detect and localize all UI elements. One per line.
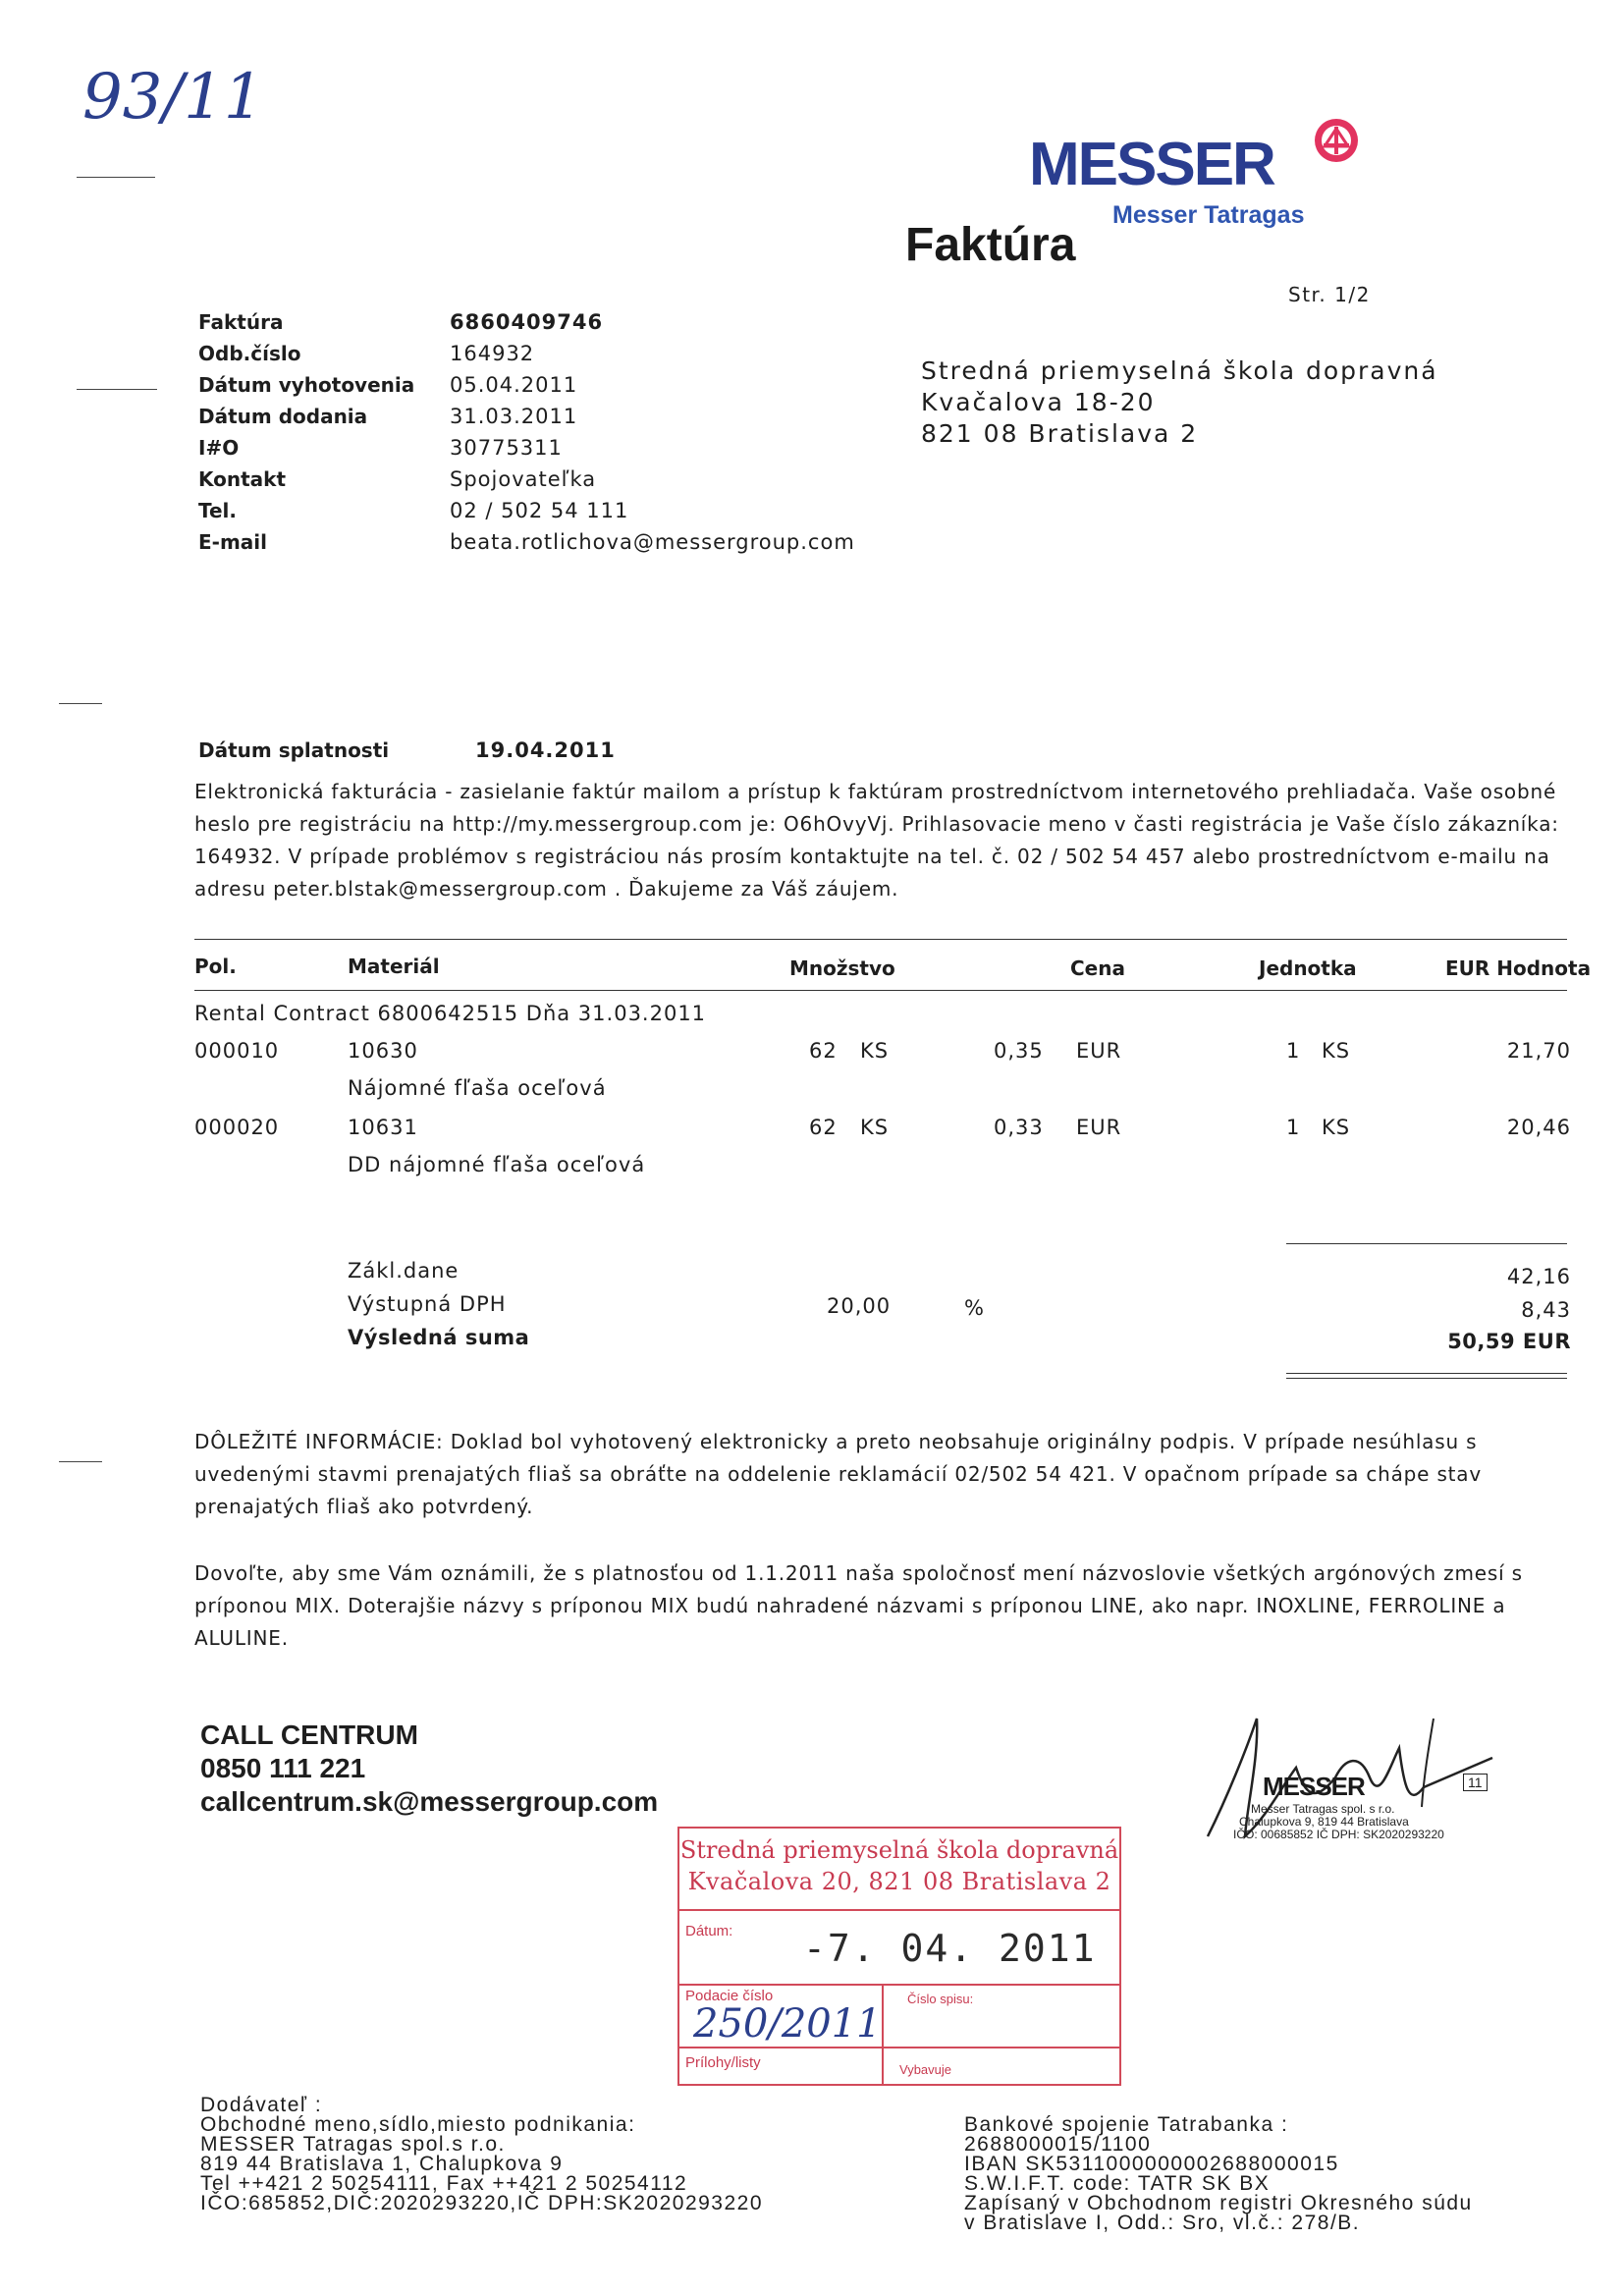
logo-subtitle: Messer Tatragas xyxy=(1112,201,1305,229)
cell-currency: EUR xyxy=(1076,1039,1122,1063)
stamp-podacie-label: Podacie číslo xyxy=(685,1988,774,2004)
e-invoicing-note xyxy=(194,776,1559,905)
paragraph-line: ALULINE. xyxy=(194,1626,289,1650)
recipient-line: Kvačalova 18-20 xyxy=(921,388,1156,416)
supplier-line: Obchodné meno,sídlo,miesto podnikania: xyxy=(200,2113,636,2136)
totals-rule xyxy=(1286,1243,1567,1244)
stamp-date-label: Dátum: xyxy=(685,1923,733,1939)
important-information xyxy=(194,1426,1482,1523)
stamp-number-box: 11 xyxy=(1463,1774,1488,1791)
vat-value: 8,43 xyxy=(1521,1298,1571,1322)
margin-mark xyxy=(77,389,157,390)
naming-notice xyxy=(194,1557,1523,1655)
margin-mark xyxy=(59,703,102,704)
cell-price: 0,35 xyxy=(994,1039,1044,1063)
info-value: beata.rotlichova@messergroup.com xyxy=(450,530,855,554)
bank-line: IBAN SK5311000000002688000015 xyxy=(964,2153,1339,2175)
paragraph-line: DÔLEŽITÉ INFORMÁCIE: Doklad bol vyhotovený elektronicky a preto neobsahuje originálny podpis. V prípade nesúhlasu s xyxy=(194,1430,1478,1453)
totals-double-rule xyxy=(1286,1378,1567,1379)
stamp-podacie-value: 250/2011 xyxy=(693,2001,882,2047)
col-header-pol: Pol. xyxy=(194,955,237,978)
company-stamp xyxy=(1263,1772,1365,1802)
cell-pol: 000020 xyxy=(194,1116,280,1139)
company-stamp-text xyxy=(1233,1803,1444,1841)
call-centrum-phone: 0850 111 221 xyxy=(200,1753,366,1783)
info-label: I#O xyxy=(198,436,240,460)
vat-percent-sign: % xyxy=(964,1296,985,1320)
col-header-unit: Jednotka xyxy=(1259,956,1357,980)
total-label: Výsledná suma xyxy=(348,1326,530,1349)
stamp-school: Stredná priemyselná škola dopravná xyxy=(679,1836,1119,1864)
tax-base-label: Zákl.dane xyxy=(348,1259,460,1283)
vat-label: Výstupná DPH xyxy=(348,1292,507,1316)
stamp-brand: MESSER xyxy=(1263,1772,1365,1801)
messer-logo-icon xyxy=(1312,116,1361,165)
cell-pol: 000010 xyxy=(194,1039,280,1063)
info-label: Dátum vyhotovenia xyxy=(198,373,415,397)
cell-currency: EUR xyxy=(1076,1116,1122,1139)
cell-description: Nájomné fľaša oceľová xyxy=(348,1076,607,1100)
table-top-rule xyxy=(194,939,1567,940)
stamp-divider xyxy=(679,2047,1119,2048)
stamp-divider xyxy=(882,1984,884,2084)
info-label: Faktúra xyxy=(198,310,284,334)
cell-unit-n: 1 xyxy=(1286,1039,1301,1063)
stamp-divider xyxy=(679,1984,1119,1986)
stamp-prilohy-label: Prílohy/listy xyxy=(685,2054,761,2071)
cell-qty-unit: KS xyxy=(860,1039,890,1063)
stamp-vybavuje-label: Vybavuje xyxy=(899,2062,951,2077)
stamp-line: IČO: 00685852 IČ DPH: SK2020293220 xyxy=(1233,1828,1444,1841)
bank-line: S.W.I.F.T. code: TATR SK BX xyxy=(964,2172,1271,2195)
info-label: E-mail xyxy=(198,530,268,554)
cell-qty: 62 xyxy=(809,1116,838,1139)
stamp-line: Messer Tatragas spol. s r.o. xyxy=(1251,1802,1395,1816)
recipient-address xyxy=(921,355,1438,450)
reception-stamp xyxy=(677,1827,1121,2086)
supplier-line: Dodávateľ : xyxy=(200,2094,323,2116)
bank-line: v Bratislave I, Odd.: Sro, vl.č.: 278/B. xyxy=(964,2212,1361,2234)
cell-unit-n: 1 xyxy=(1286,1116,1301,1139)
info-label: Odb.číslo xyxy=(198,342,301,365)
paragraph-line: heslo pre registráciu na http://my.messergroup.com je: O6hOvyVj. Prihlasovacie meno v časti registrácia je Vaše číslo zákazníka: xyxy=(194,812,1559,836)
vat-rate: 20,00 xyxy=(827,1294,892,1318)
paragraph-line: adresu peter.blstak@messergroup.com . Ďakujeme za Váš záujem. xyxy=(194,877,899,901)
cell-material: 10630 xyxy=(348,1039,418,1063)
supplier-line: MESSER Tatragas spol.s r.o. xyxy=(200,2133,506,2156)
col-header-value: EUR Hodnota xyxy=(1445,956,1592,980)
info-value: 30775311 xyxy=(450,436,563,460)
cell-qty-unit: KS xyxy=(860,1116,890,1139)
cell-material: 10631 xyxy=(348,1116,418,1139)
cell-value: 20,46 xyxy=(1506,1116,1571,1139)
col-header-material: Materiál xyxy=(348,955,440,978)
col-header-price: Cena xyxy=(1070,956,1125,980)
page-number: Str. 1/2 xyxy=(1288,283,1371,306)
paragraph-line: prenajatých fliaš ako potvrdený. xyxy=(194,1495,534,1518)
info-value: 02 / 502 54 111 xyxy=(450,499,629,522)
total-value: 50,59 EUR xyxy=(1447,1330,1571,1353)
messer-logo xyxy=(1029,130,1274,199)
tax-base-value: 42,16 xyxy=(1506,1265,1571,1288)
info-value: Spojovateľka xyxy=(450,467,597,491)
info-value: 05.04.2011 xyxy=(450,373,578,397)
info-value: 164932 xyxy=(450,342,535,365)
bank-line: Zapísaný v Obchodnom registri Okresného súdu xyxy=(964,2192,1473,2214)
rental-contract-line: Rental Contract 6800642515 Dňa 31.03.2011 xyxy=(194,1002,707,1025)
margin-mark xyxy=(59,1461,102,1462)
stamp-spis-label: Číslo spisu: xyxy=(907,1992,974,2006)
info-label: Tel. xyxy=(198,499,238,522)
info-label: Kontakt xyxy=(198,467,287,491)
bank-line: Bankové spojenie Tatrabanka : xyxy=(964,2113,1289,2136)
supplier-line: IČO:685852,DIČ:2020293220,IČ DPH:SK2020293220 xyxy=(200,2192,764,2214)
supplier-line: 819 44 Bratislava 1, Chalupkova 9 xyxy=(200,2153,564,2175)
totals-double-rule xyxy=(1286,1373,1567,1374)
bank-block xyxy=(964,2115,1473,2233)
info-label: Dátum dodania xyxy=(198,405,368,428)
cell-value: 21,70 xyxy=(1506,1039,1571,1063)
due-date-label: Dátum splatnosti xyxy=(198,738,390,762)
stamp-divider xyxy=(679,1909,1119,1911)
cell-unit-u: KS xyxy=(1322,1116,1351,1139)
paragraph-line: Dovoľte, aby sme Vám oznámili, že s platnosťou od 1.1.2011 naša spoločnosť mení názvoslovie všetkých argónových zmesí s xyxy=(194,1561,1523,1585)
call-centrum-email: callcentrum.sk@messergroup.com xyxy=(200,1786,659,1817)
margin-mark xyxy=(77,177,155,178)
paragraph-line: 164932. V prípade problémov s registráciou nás prosím kontaktujte na tel. č. 02 / 502 54 457 alebo prostredníctvom e-mailu na xyxy=(194,845,1550,868)
recipient-line: Stredná priemyselná škola dopravná xyxy=(921,356,1438,385)
stamp-date-value: -7. 04. 2011 xyxy=(803,1927,1097,1970)
call-centrum-title: CALL CENTRUM xyxy=(200,1720,418,1750)
stamp-address: Kvačalova 20, 821 08 Bratislava 2 xyxy=(687,1868,1111,1895)
bank-line: 2688000015/1100 xyxy=(964,2133,1152,2156)
info-value: 31.03.2011 xyxy=(450,405,578,428)
recipient-line: 821 08 Bratislava 2 xyxy=(921,419,1199,448)
cell-qty: 62 xyxy=(809,1039,838,1063)
call-centrum xyxy=(200,1719,658,1819)
document-title: Faktúra xyxy=(905,219,1076,271)
supplier-block xyxy=(200,2096,763,2213)
cell-description: DD nájomné fľaša oceľová xyxy=(348,1153,646,1176)
info-value: 6860409746 xyxy=(450,310,604,334)
table-header-rule xyxy=(194,990,1567,991)
paragraph-line: Elektronická fakturácia - zasielanie faktúr mailom a prístup k faktúram prostredníctvom internetového prehliadača. Vaše osobné xyxy=(194,780,1557,803)
col-header-quantity: Množstvo xyxy=(789,956,895,980)
logo-brand: MESSER xyxy=(1029,131,1274,198)
supplier-line: Tel ++421 2 50254111, Fax ++421 2 50254112 xyxy=(200,2172,688,2195)
stamp-line: Chalupkova 9, 819 44 Bratislava xyxy=(1239,1815,1409,1829)
handwritten-reference: 93/11 xyxy=(82,61,264,134)
paragraph-line: uvedenými stavmi prenajatých fliaš sa obráťte na oddelenie reklamácií 02/502 54 421. V opačnom prípade sa chápe stav xyxy=(194,1462,1482,1486)
due-date-value: 19.04.2011 xyxy=(475,738,616,762)
cell-price: 0,33 xyxy=(994,1116,1044,1139)
paragraph-line: príponou MIX. Doterajšie názvy s príponou MIX budú nahradené názvami s príponou LINE, ako napr. INOXLINE, FERROLINE a xyxy=(194,1594,1506,1617)
cell-unit-u: KS xyxy=(1322,1039,1351,1063)
